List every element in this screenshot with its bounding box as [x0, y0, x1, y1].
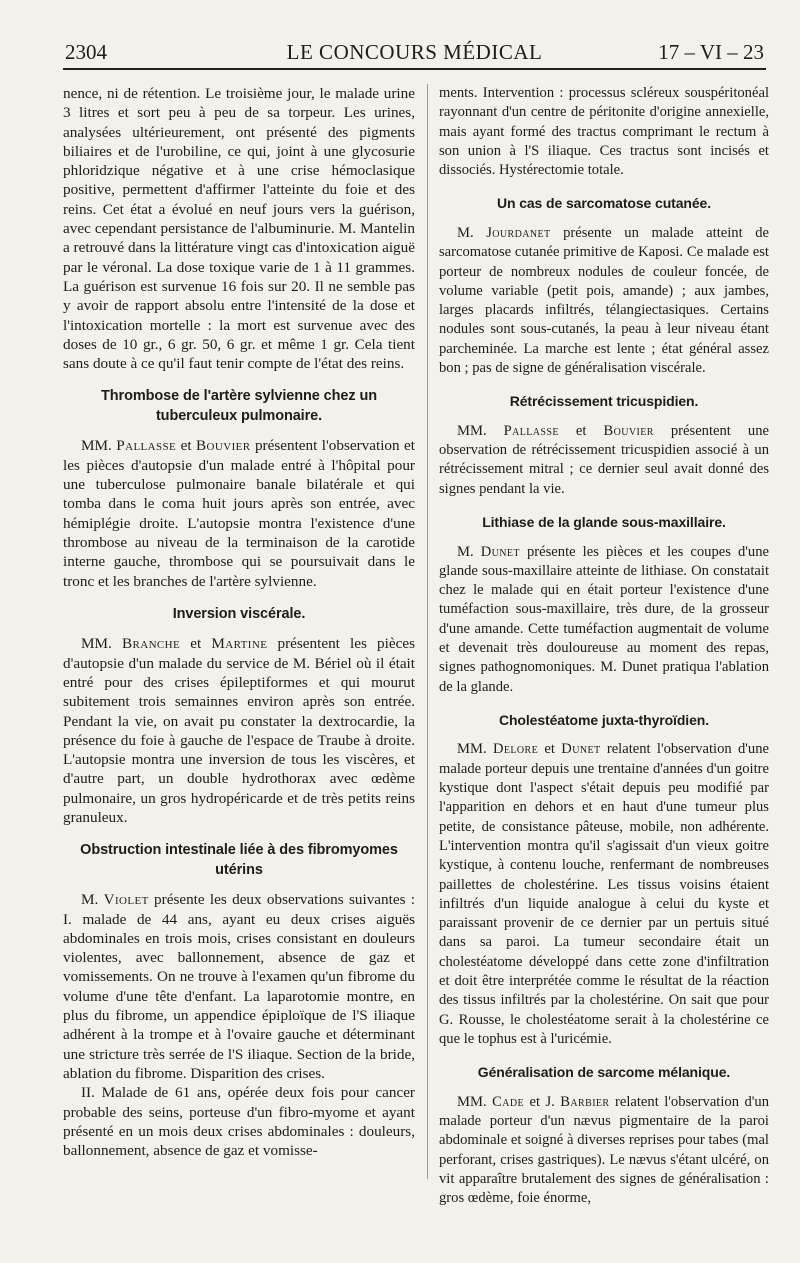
issue-date: 17 – VI – 23: [658, 40, 764, 64]
section-title-lithiase: Lithiase de la glande sous-maxillaire.: [482, 514, 726, 531]
section-body-obstruction-case-2: II. Malade de 61 ans, opérée deux fois pour cancer probable des seins, porteuse d'un fibro-myome et ayant présenté en un mois deux crises abdominales : douleurs, ballonnement, absence de gaz et vomisse-: [63, 1084, 415, 1160]
author-name: Branche: [121, 635, 181, 653]
section-title-sarcomatose: Un cas de sarcomatose cutanée.: [496, 195, 712, 212]
continued-paragraph: ments. Intervention : processus scléreux souspéritonéal rayonnant d'un centre de péritonite d'origine annexielle, mais ayant formé des tractus comprimant le rectum à son union à l'S iliaque. Ces tractus sont incisés et dissociés. Hystérectomie totale.: [439, 85, 769, 179]
author-name: Bouvier: [603, 422, 654, 439]
author-name: Martine: [211, 635, 268, 653]
section-title-thrombose: Thrombose de l'artère sylvienne chez un tuberculeux pulmonaire.: [101, 388, 377, 424]
column-divider: [427, 84, 428, 1179]
author-name: Dunet: [480, 543, 520, 560]
section-body-lithiase: M. Dunet présente les pièces et les coupes d'une glande sous-maxillaire atteinte de lithiase. On constatait chez le malade qui en était porteur l'existence d'une tuméfaction sous-maxillaire, très dure, de la grosseur d'une amande. Cette tuméfaction augmentait de volume et devenait très douloureuse au moment des repas, signes pathognomoniques. M. Dunet pratiqua l'ablation de la glande.: [439, 543, 769, 695]
author-name: Delore: [492, 741, 539, 758]
section-body-generalisation: MM. Cade et J. Barbier relatent l'observation d'un malade porteur d'un nævus pigmentaire de la paroi abdominale et soigné à diverses reprises pour tabes (mal perforant, crises gastriques). Le nævus s'étant ulcéré, on vit apparaître brutalement des signes de généralisation : gros œdème, foie énorme,: [439, 1093, 769, 1207]
page-number: 2304: [65, 40, 107, 64]
author-name: Barbier: [560, 1093, 610, 1110]
author-name: Pallasse: [116, 437, 177, 455]
section-body-inversion: MM. Branche et Martine présentent les pièces d'autopsie d'un malade du service de M. Bériel où il était entré pour des crises épileptiformes et qui mourut subitement trois semainnes environ après son entrée. Pendant la vie, on avait pu constater la dextrocardie, la présence du foie à gauche de l'espace de Traube à droite. L'autopsie montra une inversion de tous les viscères, et d'autre part, un double hydrothorax avec œdème pulmonaire, un gros hydropéricarde et de très petits reins granuleux.: [63, 635, 415, 826]
section-title-obstruction: Obstruction intestinale liée à des fibromyomes utérins: [80, 842, 398, 878]
author-name: Violet: [103, 891, 149, 909]
section-title-retrecissement: Rétrécissement tricuspidien.: [509, 393, 699, 410]
author-name: Cade: [492, 1093, 524, 1110]
section-body-retrecissement: MM. Pallasse et Bouvier présentent une observation de rétrécissement tricuspidien associé à un rétrécissement mitral ; ce dernier seul avait donné des signes pendant la vie.: [439, 422, 769, 497]
author-name: Bouvier: [196, 437, 251, 455]
section-body-cholesteatome: MM. Delore et Dunet relatent l'observation d'une malade porteur depuis une trentaine d'années d'un goitre kystique dont l'aspect s'était depuis peu modifié par l'apparition en dehors et en haut d'une tumeur plus petite, de consistance pâteuse, mobile, non adhérente. L'intervention montra qu'il s'agissait d'un vieux goitre kystique, à contenu louche, renfermant de nombreuses paillettes de cholestérine. Les tissus voisins étaient infiltrés d'un liquide analogue à celui du kyste et paraissant provenir de ce dernier par un pertuis situé dans sa paroi. La tumeur secondaire était un cholestéatome développé dans cette zone d'infiltration et doit être interprétée comme le résultat de la réaction des tissus infiltrés par la cholestérine. On sait que pour G. Rousse, le cholestéatome serait à la cholestérine ce que le tophus est à l'uricémie.: [439, 741, 769, 1047]
section-body-obstruction: M. Violet présente les deux observations suivantes : I. malade de 44 ans, ayant eu deux crises aiguës abdominales en trois mois, crises consistant en douleurs violentes, avec ballonnement, absence de gaz et vomissements. On ne trouve à l'examen qu'un fibrome du volume d'une tête d'enfant. La laparotomie montre, en plus du fibrome, un appendice épiploïque de l'S iliaque adhérent à la trompe et à l'ovaire gauche et déterminant une stricture très serrée de l'S iliaque. Section de la bride, ablation du fibrome. Disparition des crises.: [63, 891, 415, 1082]
author-name: Dunet: [561, 741, 601, 758]
section-body-sarcomatose: M. Jourdanet présente un malade atteint de sarcomatose cutanée primitive de Kaposi. Ce malade est porteur de nombreux nodules de couleur foncée, de volume variable (petit pois, amande) ; aux jambes, larges placards infiltrés, télangiectasiques. Certains nodules sont sous-cutanés, la peau à leur niveau étant parcheminée. La marche est lente ; état général assez bon ; pas de signe de généralisation viscérale.: [439, 224, 770, 377]
page-header: [63, 38, 766, 70]
continued-paragraph: nence, ni de rétention. Le troisième jour, le malade urine 3 litres et sort peu à peu de sa torpeur. Les urines, analysées ultérieurement, ont présenté des pigments biliaires et de l'urobiline, ce qui, joint à une glycosurie phloridzique négative et à une crise hémoclasique positive, permettent d'affirmer l'atteinte du foie et des reins. Cet état a évolué en neuf jours vers la guérison, avec cependant persistance de l'albuminurie. M. Mantelin a retrouvé dans la littérature vingt cas d'intoxication aiguë par le véronal. La dose toxique varie de 1 à 11 grammes. La guérison est survenue 16 fois sur 20. Il ne semble pas y avoir de rapport absolu entre l'intensité de la dose et l'intoxication mortelle : la mort est survenue avec des doses de 10 gr., 6 gr. 50, 6 gr. et même 1 gr. Cela tient sans doute à ce qu'il faut tenir compte de l'état des reins.: [63, 85, 415, 373]
right-column: [439, 84, 769, 1208]
section-title-inversion: Inversion viscérale.: [172, 605, 306, 622]
journal-title: LE CONCOURS MÉDICAL: [286, 40, 543, 64]
section-body-thrombose: MM. Pallasse et Bouvier présentent l'observation et les pièces d'autopsie d'un malade entré à l'hôpital pour une tuberculose pulmonaire banale bilatérale et qui tomba dans le coma huit jours après son entrée, avec hémiplégie droite. L'autopsie montra l'existence d'une thrombose au niveau de la terminaison de la carotide interne gauche, thrombose qui se poursuivait dans le tronc et les branches de l'artère sylvienne.: [63, 437, 416, 590]
left-column: [63, 84, 415, 1160]
author-name: Jourdanet: [486, 224, 551, 241]
author-name: Pallasse: [503, 422, 559, 439]
section-title-generalisation: Généralisation de sarcome mélanique.: [477, 1064, 731, 1081]
section-title-cholesteatome: Cholestéatome juxta-thyroïdien.: [498, 711, 710, 728]
